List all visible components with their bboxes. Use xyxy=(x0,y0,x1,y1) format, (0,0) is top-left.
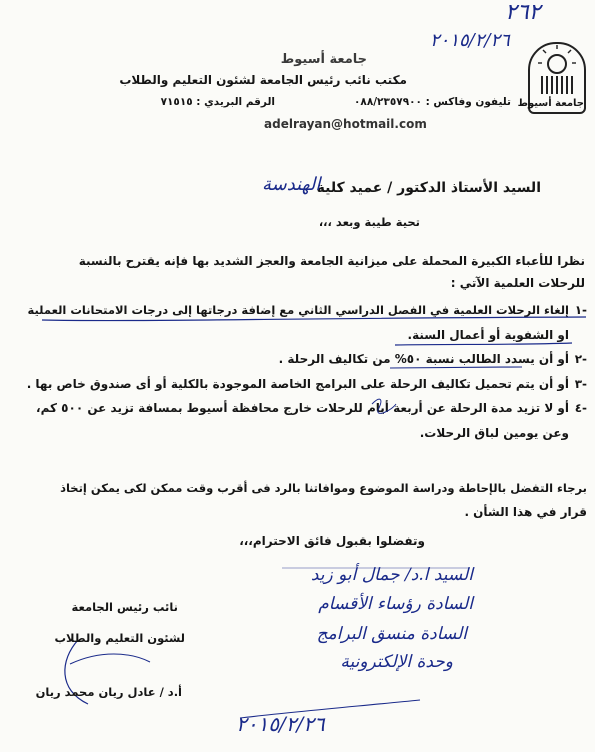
handwritten-bottom-date: ٢٠١٥/٢/٢٦ xyxy=(236,712,325,736)
handwritten-doc-date: ٢٠١٥/٢/٢٦ xyxy=(430,30,510,51)
closing-line: وتفضلوا بقبول فائق الاحترام،،، xyxy=(239,534,425,548)
handwritten-note-4: وحدة الإلكترونية xyxy=(340,652,453,672)
item-2-number: ٢- xyxy=(574,352,587,366)
handwritten-note-2: السادة رؤساء الأقسام xyxy=(318,594,473,614)
addressee-line: السيد الأستاذ الدكتور / عميد كلية xyxy=(316,180,541,196)
seal-text: جامعة أسيوط xyxy=(517,98,584,109)
signatory-title-2: لشئون التعليم والطلاب xyxy=(54,631,185,645)
handwritten-note-1: السيد ا.د/ جمال أبو زيد xyxy=(310,565,473,585)
postal-code: الرقم البريدي : ٧١٥١٥ xyxy=(160,96,275,108)
signatory-name: أ.د / عادل ريان محمد ريان xyxy=(35,685,182,699)
item-2-line-1: أو أن يسدد الطالب نسبة ٥٠% من تكاليف الرحلة . xyxy=(278,352,569,366)
handwritten-faculty: الهندسة xyxy=(262,174,321,195)
university-name: جامعة أسيوط xyxy=(280,52,367,67)
item-1-line-2: او الشفوية أو أعمال السنة. xyxy=(407,328,569,342)
phone-fax: تليفون وفاكس : ٠٨٨/٢٣٥٧٩٠٠ xyxy=(354,96,511,108)
item-4-line-1: أو لا تزيد مدة الرحلة عن أربعة أيام للرحلات خارج محافظة أسيوط بمسافة تزيد عن ٥٠٠ كم، xyxy=(36,401,569,415)
request-line-2: قرار في هذا الشأن . xyxy=(464,505,587,519)
item-4-number: ٤- xyxy=(574,401,587,415)
office-name: مكتب نائب رئيس الجامعة لشئون التعليم والطلاب xyxy=(119,73,407,87)
item-4-line-2: وعن يومين لباق الرحلات. xyxy=(419,426,569,440)
item-1-line-1: إلغاء الرحلات العلمية في الفصل الدراسي الثاني مع إضافة درجاتها إلى درجات الامتحانات العملية xyxy=(27,303,569,317)
signatory-title-1: نائب رئيس الجامعة xyxy=(71,600,178,614)
item-3-line-1: أو أن يتم تحميل تكاليف الرحلة على البرامج الخاصة الموجودة بالكلية أو أى صندوق خاص بها . xyxy=(26,377,569,391)
intro-line-1: نظرا للأعباء الكبيرة المحملة على ميزانية الجامعة والعجز الشديد بها فإنه يقترح بالنسبة xyxy=(78,254,585,268)
greeting: تحية طيبة وبعد ،،، xyxy=(318,215,420,229)
handwritten-doc-number: ٢٦٢ xyxy=(505,0,541,25)
item-3-number: ٣- xyxy=(574,377,587,391)
handwritten-note-3: السادة منسق البرامج xyxy=(316,624,467,644)
request-line-1: برجاء التفضل بالإحاطة ودراسة الموضوع وموافاتنا بالرد فى أقرب وقت ممكن لكى يمكن إتخاذ xyxy=(60,481,587,495)
item-1-number: ١- xyxy=(574,303,587,317)
email-address: adelrayan@hotmail.com xyxy=(264,117,427,131)
intro-line-2: للرحلات العلمية الآتي : xyxy=(450,276,585,290)
